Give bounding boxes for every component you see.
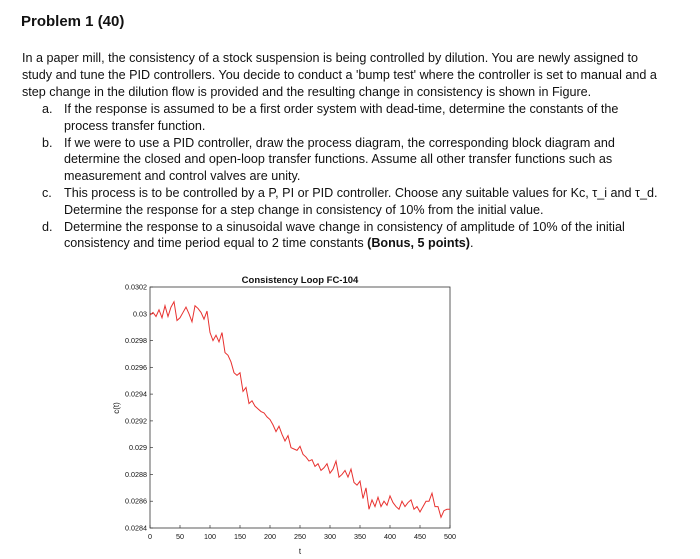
y-tick-label: 0.0294 — [125, 389, 147, 399]
y-tick-label: 0.03 — [133, 309, 147, 319]
x-tick-label: 250 — [294, 532, 306, 541]
part-b — [42, 135, 662, 185]
y-tick-label: 0.0284 — [125, 523, 147, 533]
problem-title: Problem 1 (40) — [21, 13, 125, 30]
y-tick-label: 0.0286 — [125, 496, 147, 506]
y-axis-label: c(t) — [112, 402, 121, 414]
x-tick-label: 350 — [354, 532, 366, 541]
x-axis-label: t — [298, 547, 302, 556]
part-d-text: Determine the response to a sinusoidal wave change in consistency of amplitude of 10% of the initial consistency and time period equal to 2 time constants — [64, 219, 625, 251]
y-tick-label: 0.029 — [129, 443, 147, 453]
part-d-marker: d. — [42, 219, 53, 234]
y-tick-label: 0.0298 — [125, 336, 147, 346]
axis-ticks — [125, 283, 456, 542]
plot-frame — [150, 287, 450, 528]
part-d-bonus: (Bonus, 5 points) — [367, 236, 470, 251]
x-tick-label: 0 — [148, 532, 152, 541]
part-d-tail: . — [469, 236, 474, 251]
series-line-c-t — [150, 302, 450, 518]
x-tick-label: 400 — [384, 532, 396, 541]
x-tick-label: 100 — [204, 532, 216, 541]
y-tick-label: 0.0292 — [125, 416, 147, 426]
x-tick-label: 300 — [324, 532, 336, 541]
part-c-text: This process is to be controlled by a P, PI or PID controller. Choose any suitable values for Kc, τ_i and τ_d. Determine the response for a step change in consistency of 10% from the initial value. — [64, 185, 658, 217]
x-tick-label: 50 — [176, 532, 184, 541]
y-tick-label: 0.0288 — [125, 469, 147, 479]
x-tick-label: 200 — [264, 532, 276, 541]
x-tick-label: 500 — [444, 532, 456, 541]
part-d-body — [64, 220, 625, 251]
part-a-marker: a. — [42, 102, 53, 116]
part-d — [42, 219, 662, 253]
problem-intro: In a paper mill, the consistency of a stock suspension is being controlled by dilution. You are newly assigned to study and tune the PID controllers. You decide to conduct a 'bump test' where the controller is set to manual and a step change in the dilution flow is provided and the resulting change in consistency is shown in Figure. — [22, 51, 657, 99]
x-tick-label: 150 — [234, 532, 246, 541]
part-a — [42, 101, 662, 135]
problem-parts-list — [42, 101, 662, 252]
part-a-text: If the response is assumed to be a first order system with dead-time, determine the constants of the process transfer function. — [64, 102, 619, 133]
part-c-marker: c. — [42, 185, 52, 200]
y-tick-label: 0.0296 — [125, 362, 147, 372]
x-tick-label: 450 — [414, 532, 426, 541]
part-c — [42, 185, 662, 219]
consistency-chart — [110, 268, 470, 558]
part-b-marker: b. — [42, 135, 53, 150]
y-tick-label: 0.0302 — [125, 282, 147, 292]
chart-title: Consistency Loop FC-104 — [241, 275, 359, 286]
part-b-text: If we were to use a PID controller, draw the process diagram, the corresponding block diagram and determine the closed and open-loop transfer functions. Assume all other transfer functions such as measurement and control valves are unity. — [64, 135, 615, 184]
